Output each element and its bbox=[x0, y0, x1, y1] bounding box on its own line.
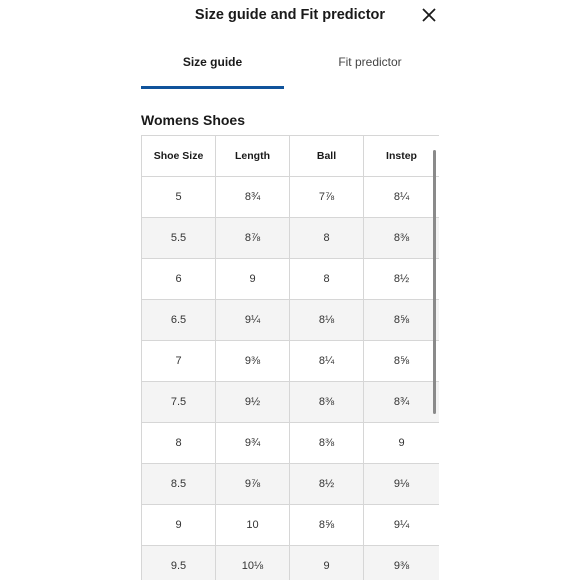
cell-ball: 7⅞ bbox=[290, 177, 364, 218]
table-header-row bbox=[142, 136, 440, 177]
header-ball: Ball bbox=[290, 136, 364, 177]
cell-length: 10⅛ bbox=[216, 546, 290, 580]
table-row bbox=[142, 423, 440, 464]
cell-shoe-size: 5.5 bbox=[142, 218, 216, 259]
header-shoe-size: Shoe Size bbox=[142, 136, 216, 177]
cell-instep: 8⅝ bbox=[364, 300, 440, 341]
table-row bbox=[142, 259, 440, 300]
active-tab-indicator bbox=[141, 86, 284, 89]
cell-instep: 9⅜ bbox=[364, 546, 440, 580]
section-title: Womens Shoes bbox=[141, 112, 245, 128]
cell-length: 9½ bbox=[216, 382, 290, 423]
cell-shoe-size: 8 bbox=[142, 423, 216, 464]
tab-bar bbox=[141, 43, 439, 89]
cell-shoe-size: 8.5 bbox=[142, 464, 216, 505]
cell-instep: 9¼ bbox=[364, 505, 440, 546]
table-row bbox=[142, 218, 440, 259]
tab-fit-predictor[interactable]: Fit predictor bbox=[338, 55, 402, 69]
header-length: Length bbox=[216, 136, 290, 177]
table-row bbox=[142, 177, 440, 218]
cell-length: 9¼ bbox=[216, 300, 290, 341]
cell-shoe-size: 9 bbox=[142, 505, 216, 546]
cell-length: 8¾ bbox=[216, 177, 290, 218]
cell-instep: 8¾ bbox=[364, 382, 440, 423]
cell-instep: 8½ bbox=[364, 259, 440, 300]
table-row bbox=[142, 300, 440, 341]
cell-length: 8⅞ bbox=[216, 218, 290, 259]
header-instep: Instep bbox=[364, 136, 440, 177]
table-scrollbar[interactable] bbox=[433, 150, 436, 414]
cell-shoe-size: 9.5 bbox=[142, 546, 216, 580]
cell-instep: 9⅛ bbox=[364, 464, 440, 505]
cell-shoe-size: 6 bbox=[142, 259, 216, 300]
cell-shoe-size: 7 bbox=[142, 341, 216, 382]
cell-ball: 8 bbox=[290, 259, 364, 300]
cell-ball: 8 bbox=[290, 218, 364, 259]
cell-ball: 8⅛ bbox=[290, 300, 364, 341]
size-table-container[interactable] bbox=[141, 135, 439, 580]
cell-length: 10 bbox=[216, 505, 290, 546]
cell-ball: 8¼ bbox=[290, 341, 364, 382]
close-button[interactable] bbox=[418, 5, 440, 25]
cell-instep: 9 bbox=[364, 423, 440, 464]
table-row bbox=[142, 341, 440, 382]
cell-length: 9¾ bbox=[216, 423, 290, 464]
cell-ball: 8⅝ bbox=[290, 505, 364, 546]
cell-length: 9⅞ bbox=[216, 464, 290, 505]
close-icon bbox=[418, 5, 440, 25]
size-guide-modal bbox=[126, 0, 454, 580]
tab-size-guide[interactable]: Size guide bbox=[182, 55, 243, 69]
table-row bbox=[142, 546, 440, 580]
cell-ball: 9 bbox=[290, 546, 364, 580]
cell-ball: 8⅜ bbox=[290, 382, 364, 423]
cell-instep: 8⅜ bbox=[364, 218, 440, 259]
table-row bbox=[142, 464, 440, 505]
cell-length: 9 bbox=[216, 259, 290, 300]
modal-title: Size guide and Fit predictor bbox=[194, 7, 386, 23]
cell-shoe-size: 7.5 bbox=[142, 382, 216, 423]
cell-ball: 8⅜ bbox=[290, 423, 364, 464]
cell-shoe-size: 5 bbox=[142, 177, 216, 218]
size-table bbox=[141, 135, 439, 580]
cell-shoe-size: 6.5 bbox=[142, 300, 216, 341]
table-row bbox=[142, 382, 440, 423]
cell-instep: 8¼ bbox=[364, 177, 440, 218]
cell-ball: 8½ bbox=[290, 464, 364, 505]
table-row bbox=[142, 505, 440, 546]
cell-instep: 8⅝ bbox=[364, 341, 440, 382]
cell-length: 9⅜ bbox=[216, 341, 290, 382]
